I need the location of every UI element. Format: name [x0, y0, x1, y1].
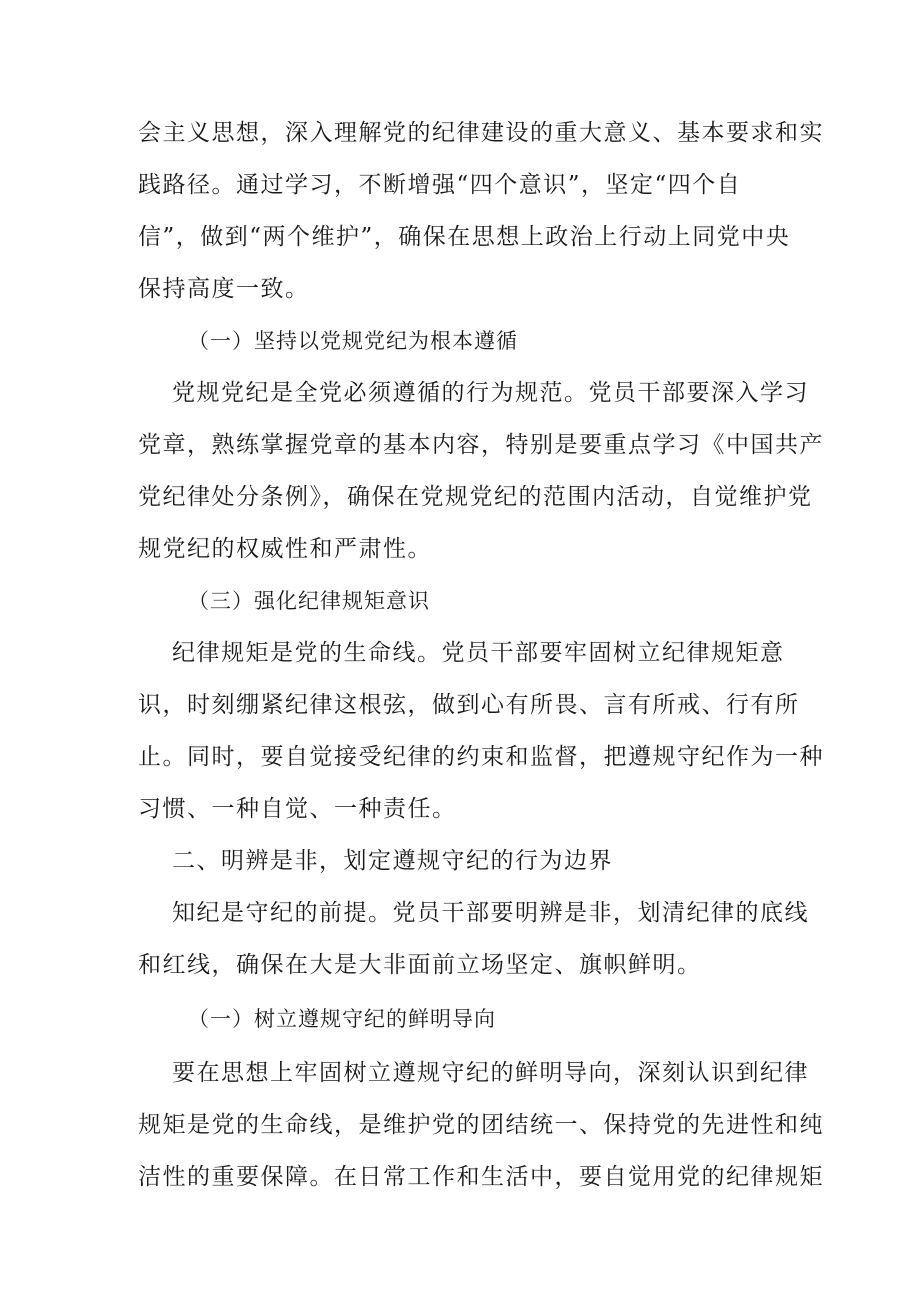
section-heading: （一）坚持以党规党纪为根本遵循 — [188, 329, 518, 353]
text-line: 规党纪的权威性和严肃性。 — [138, 536, 432, 562]
paragraph-first-line: 纪律规矩是党的生命线。党员干部要牢固树立纪律规矩意 — [172, 640, 785, 666]
text-line: 习惯、一种自觉、一种责任。 — [138, 796, 457, 822]
text-line: 洁性的重要保障。在日常工作和生活中，要自觉用党的纪律规矩 — [138, 1164, 824, 1190]
text-line: 和红线，确保在大是大非面前立场坚定、旗帜鲜明。 — [138, 952, 702, 978]
paragraph-first-line: 要在思想上牢固树立遵规守纪的鲜明导向，深刻认识到纪律 — [172, 1060, 809, 1086]
text-line: 规矩是党的生命线，是维护党的团结统一、保持党的先进性和纯 — [138, 1112, 824, 1138]
section-heading: 二、明辨是非，划定遵规守纪的行为边界 — [172, 848, 613, 874]
text-line: 保持高度一致。 — [138, 276, 310, 302]
text-line: 会主义思想，深入理解党的纪律建设的重大意义、基本要求和实 — [138, 120, 824, 146]
text-line: 党纪律处分条例》，确保在党规党纪的范围内活动，自觉维护党 — [138, 484, 813, 510]
text-line: 信”，做到“两个维护”，确保在思想上政治上行动上同党中央 — [138, 224, 791, 250]
text-line: 识，时刻绷紧纪律这根弦，做到心有所畏、言有所戒、行有所 — [138, 692, 800, 718]
text-line: 党章，熟练掌握党章的基本内容，特别是要重点学习《中国共产 — [138, 432, 824, 458]
text-line: 践路径。通过学习，不断增强“四个意识”，坚定“四个自 — [138, 172, 742, 198]
paragraph-first-line: 知纪是守纪的前提。党员干部要明辨是非，划清纪律的底线 — [172, 900, 809, 926]
section-heading: （三）强化纪律规矩意识 — [188, 589, 430, 613]
section-heading: （一）树立遵规守纪的鲜明导向 — [188, 1007, 496, 1031]
text-line: 止。同时，要自觉接受纪律的约束和监督，把遵规守纪作为一种 — [138, 744, 824, 770]
paragraph-first-line: 党规党纪是全党必须遵循的行为规范。党员干部要深入学习 — [172, 380, 809, 406]
